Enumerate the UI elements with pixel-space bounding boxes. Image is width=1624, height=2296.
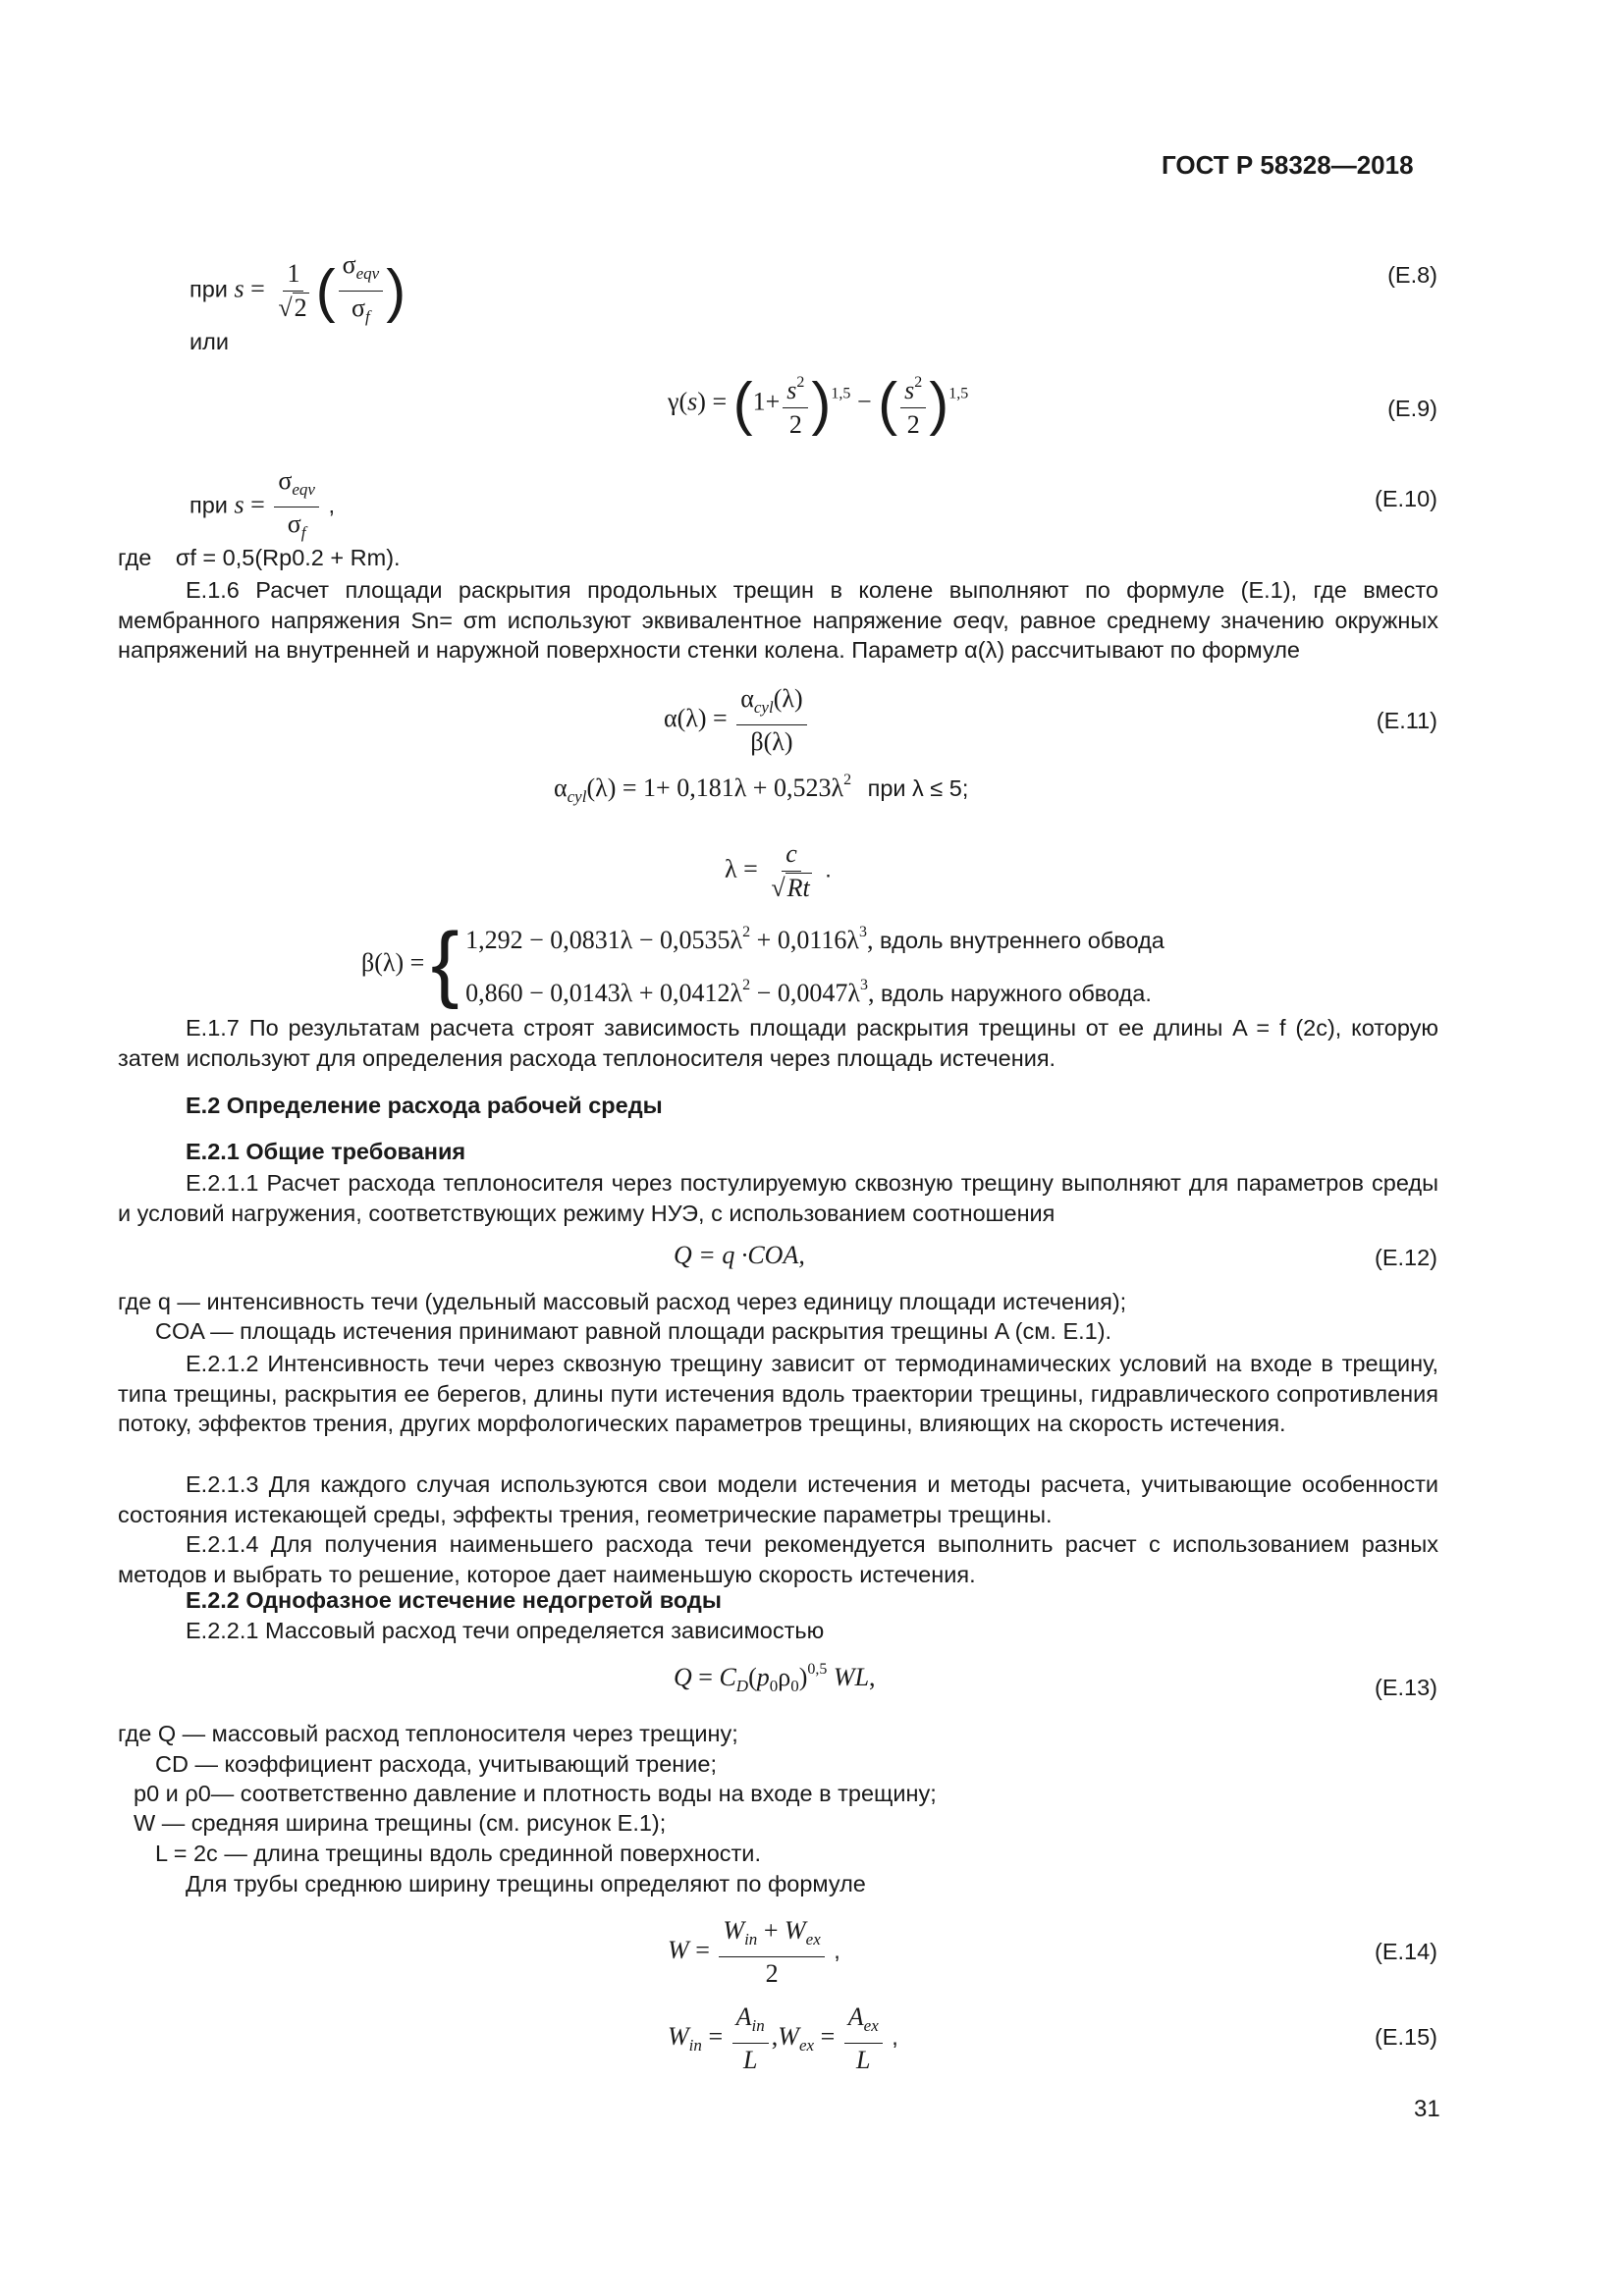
- equation-e8: при s = $\frac{1}{√2}$ ( $\frac{\sigma_{eqv}}{\sigma_f}$ ): [189, 250, 406, 326]
- word-ili: или: [189, 329, 229, 354]
- where-Q: где Q — массовый расход теплоносителя через трещину;: [118, 1721, 738, 1746]
- paragraph-pipe: Для трубы среднюю ширину трещины определяют по формуле: [186, 1871, 866, 1896]
- equation-e14: W = $\frac{W_{in} + W_{ex}}{2}$ ,: [668, 1916, 840, 1988]
- paragraph-e212: Е.2.1.2 Интенсивность течи через сквозную трещину зависит от термодинамических условий на входе в трещину, типа трещины, раскрытия ее берегов, длины пути истечения вдоль траектории трещины, гидравлического сопротивления потоку, эффектов трения, других морфологических параметров трещины, влияющих на скорость истечения.: [118, 1351, 1438, 1436]
- eq-number-e15: (Е.15): [1375, 2024, 1437, 2050]
- alpha-cyl-condition: при λ ≤ 5;: [867, 775, 969, 801]
- paragraph-e17: Е.1.7 По результатам расчета строят зависимость площади раскрытия трещины от ее длины A = f (2c), которую затем используют для определения расхода теплоносителя через площадь истечения.: [118, 1015, 1438, 1071]
- eq-number-e14: (Е.14): [1375, 1939, 1437, 1964]
- equation-beta: β(λ) = { $1,292 - 0,0831\lambda - 0,0535\lambda^2 + 0,0116\lambda^3$, вдоль внутреннего обвода $0,860 - 0,0143\lambda + 0,0412\lambda^2 - 0,0047\lambda^3$, вдоль наружного обвода.: [361, 916, 1164, 1010]
- eq-number-e8: (Е.8): [1387, 262, 1437, 288]
- eq-number-e13: (Е.13): [1375, 1675, 1437, 1700]
- section-e22-heading: Е.2.2 Однофазное истечение недогретой воды: [186, 1587, 722, 1613]
- document-id: ГОСТ Р 58328—2018: [1162, 150, 1414, 180]
- beta-inner-label: вдоль внутреннего обвода: [880, 928, 1164, 953]
- where-CD: CD — коэффициент расхода, учитывающий трение;: [155, 1751, 718, 1777]
- where-q: где q — интенсивность течи (удельный массовый расход через единицу площади истечения);: [118, 1289, 1127, 1314]
- equation-e11: α(λ) = $\frac{\alpha_{cyl}(\lambda)}{\beta(\lambda)}$: [664, 684, 810, 757]
- word-pri: при: [189, 492, 228, 518]
- equation-e13: $Q = C_D(p_0\rho_0)^{0,5}$ WL,: [674, 1661, 876, 1695]
- eq-number-e9: (Е.9): [1387, 396, 1437, 421]
- equation-e15: $W_{in}$ = $\frac{A_{in}}{L}$ $,W_{ex}$ = $\frac{A_{ex}}{L}$ ,: [668, 2002, 898, 2074]
- paragraph-e214: Е.2.1.4 Для получения наименьшего расхода течи рекомендуется выполнить расчет с использованием разных методов и выбрать то решение, которое дает наименьшую скорость истечения.: [118, 1531, 1438, 1587]
- equation-e12: Q = q ·COA,: [674, 1241, 805, 1269]
- paragraph-e16: Е.1.6 Расчет площади раскрытия продольных трещин в колене выполняют по формуле (Е.1), где вместо мембранного напряжения Sn= σm используют эквивалентное напряжение σeqv, равное среднему значению окружных напряжений на внутренней и наружной поверхности стенки колена. Параметр α(λ) рассчитывают по формуле: [118, 577, 1438, 663]
- eq-number-e11: (Е.11): [1376, 708, 1437, 733]
- sigma-f-definition: [118, 545, 401, 571]
- equation-e10: при s = $\frac{\sigma_{eqv}}{\sigma_f}$ ,: [189, 466, 335, 542]
- page-number: 31: [1414, 2096, 1440, 2122]
- equation-e9: γ(s) = (1+ $\frac{s^2}{2}$ )$^{1,5}$ − ( $\frac{s^2}{2}$ )$^{1,5}$: [668, 368, 968, 440]
- paragraph-e211: Е.2.1.1 Расчет расхода теплоносителя через постулируемую сквозную трещину выполняют для параметров среды и условий нагружения, соответствующих режиму НУЭ, с использованием соотношения: [118, 1170, 1438, 1226]
- paragraph-e221: Е.2.2.1 Массовый расход течи определяется зависимостью: [186, 1618, 825, 1643]
- beta-outer-label: вдоль наружного обвода.: [880, 981, 1152, 1006]
- section-e21-heading: Е.2.1 Общие требования: [186, 1139, 466, 1164]
- where-p0: p0 и ρ0— соответственно давление и плотность воды на входе в трещину;: [134, 1781, 937, 1806]
- equation-lambda: λ = $\frac{c}{√Rt}$ .: [725, 839, 832, 902]
- equation-alpha-cyl: $\alpha_{cyl}(\lambda) = 1+ 0,181\lambda + 0,523\lambda^2$ при λ ≤ 5;: [554, 772, 969, 806]
- eq-number-e10: (Е.10): [1375, 486, 1437, 511]
- where-coa: COA — площадь истечения принимают равной площади раскрытия трещины A (см. Е.1).: [155, 1318, 1112, 1344]
- word-gde: где: [118, 545, 152, 570]
- paragraph-e213: Е.2.1.3 Для каждого случая используются свои модели истечения и методы расчета, учитывающие особенности состояния истекающей среды, эффекты трения, геометрические параметры трещины.: [118, 1471, 1438, 1527]
- eq-number-e12: (Е.12): [1375, 1245, 1437, 1270]
- where-W: W — средняя ширина трещины (см. рисунок Е.1);: [134, 1810, 667, 1836]
- word-pri: при: [189, 276, 228, 302]
- section-e2-heading: Е.2 Определение расхода рабочей среды: [186, 1093, 663, 1118]
- where-L: L = 2c — длина трещины вдоль срединной поверхности.: [155, 1841, 761, 1866]
- sigma-f-text: σf = 0,5(Rp0.2 + Rm).: [175, 545, 401, 570]
